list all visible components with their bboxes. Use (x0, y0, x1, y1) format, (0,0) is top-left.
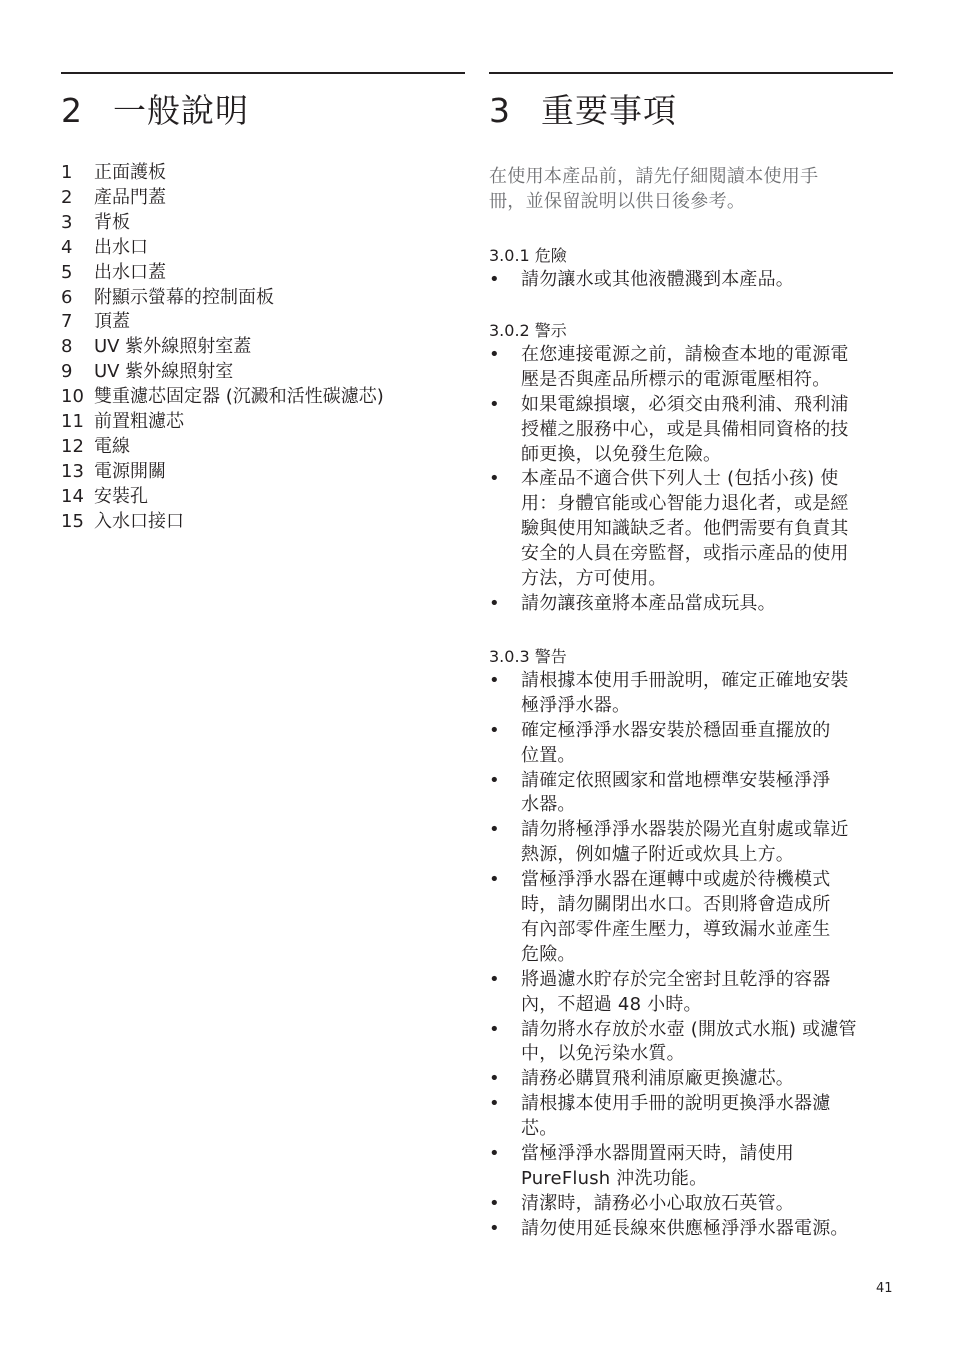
part-number: 8 (61, 336, 73, 358)
bullet-item (489, 669, 893, 719)
bullet-item (489, 1192, 893, 1217)
part-label: 正面護板 (94, 162, 166, 183)
bullet-icon: • (489, 1018, 500, 1040)
bullet-item (489, 769, 893, 819)
section-rule (489, 72, 893, 74)
intro-line: 在使用本產品前，請先仔細閱讀本使用手 (489, 166, 819, 187)
bullet-icon: • (489, 592, 500, 614)
bullet-text: 請勿使用延長線來供應極淨淨水器電源。 (521, 1217, 849, 1239)
bullet-item (489, 868, 893, 968)
part-item (61, 186, 465, 211)
bullet-text: 方法，方可使用。 (521, 568, 667, 590)
bullet-text: 壓是否與產品所標示的電源電壓相符。 (521, 368, 831, 390)
bullet-text: 用：身體官能或心智能力退化者，或是經 (521, 493, 849, 515)
bullet-text: 當極淨淨水器閒置兩天時，請使用 (521, 1143, 794, 1165)
bullet-text: 授權之服務中心，或是具備相同資格的技 (521, 418, 849, 440)
subsection-warning (489, 644, 893, 1242)
bullet-text: 將過濾水貯存於完全密封且乾淨的容器 (521, 968, 831, 990)
bullet-text: 師更換，以免發生危險。 (521, 443, 722, 465)
part-item (61, 485, 465, 510)
part-item (61, 236, 465, 261)
bullet-icon: • (489, 393, 500, 415)
bullet-text: 時，請勿關閉出水口。否則將會造成所 (521, 894, 831, 916)
parts-list (61, 161, 465, 535)
part-item (61, 410, 465, 435)
bullet-item (489, 1142, 893, 1192)
part-number: 15 (61, 510, 84, 532)
bullet-item (489, 268, 893, 293)
page-number: 41 (876, 1281, 893, 1296)
part-label: UV 紫外線照射室 (94, 361, 234, 383)
bullet-text: 請務必購買飛利浦原廠更換濾芯。 (521, 1068, 794, 1090)
section-title: 重要事項 (541, 91, 677, 130)
bullet-item (489, 592, 893, 617)
part-label: UV 紫外線照射室蓋 (94, 336, 252, 358)
section-general (61, 72, 465, 535)
section-number: 2 (61, 91, 82, 130)
part-item (61, 360, 465, 385)
bullet-text: 請根據本使用手冊說明，確定正確地安裝 (521, 669, 849, 691)
part-item (61, 460, 465, 485)
part-label: 出水口蓋 (94, 261, 166, 283)
part-number: 9 (61, 361, 73, 383)
part-number: 12 (61, 435, 84, 457)
intro-paragraph (489, 164, 893, 214)
bullet-icon: • (489, 1093, 500, 1115)
bullet-item (489, 1018, 893, 1068)
bullet-text: 在您連接電源之前，請檢查本地的電源電 (521, 343, 849, 365)
subsection-title: 3.0.1 危險 (489, 246, 567, 265)
bullet-icon: • (489, 269, 500, 290)
bullet-text: 當極淨淨水器在運轉中或處於待機模式 (521, 869, 831, 891)
section-heading (489, 90, 893, 132)
bullet-text: 請根據本使用手冊的說明更換淨水器濾 (521, 1093, 831, 1115)
subsection-caution (489, 318, 893, 617)
bullet-icon: • (489, 1192, 500, 1214)
bullet-text: 水器。 (521, 794, 576, 816)
bullet-text: 有內部零件產生壓力，導致漏水並產生 (521, 918, 831, 940)
bullet-item (489, 393, 893, 468)
bullet-text: 清潔時，請務必小心取放石英管。 (521, 1192, 794, 1214)
bullet-item (489, 719, 893, 769)
bullet-icon: • (489, 669, 500, 691)
part-number: 11 (61, 411, 84, 433)
bullet-icon: • (489, 1217, 500, 1239)
bullet-icon: • (489, 968, 500, 990)
bullet-text: 請勿將極淨淨水器裝於陽光直射處或靠近 (521, 819, 849, 841)
bullet-text: 如果電線損壞，必須交由飛利浦、飛利浦 (521, 393, 849, 415)
part-label: 安裝孔 (94, 485, 148, 507)
bullet-text: PureFlush 沖洗功能。 (521, 1168, 708, 1189)
part-item (61, 161, 465, 186)
section-heading (61, 90, 465, 132)
bullet-icon: • (489, 468, 500, 490)
bullet-item (489, 467, 893, 592)
part-label: 背板 (94, 211, 130, 233)
section-title: 一般說明 (113, 91, 249, 130)
bullet-text: 安全的人員在旁監督，或指示產品的使用 (521, 543, 849, 565)
bullet-text: 本產品不適合供下列人士 (包括小孩) 使 (521, 468, 839, 490)
part-number: 6 (61, 286, 73, 308)
bullet-text: 芯。 (521, 1118, 558, 1140)
subsection-danger (489, 243, 893, 293)
bullet-icon: • (489, 343, 500, 365)
part-label: 出水口 (94, 236, 148, 258)
bullet-text: 請勿將水存放於水壺 (開放式水瓶) 或濾管 (521, 1018, 857, 1040)
danger-list (489, 268, 893, 293)
subsection-title: 3.0.3 警告 (489, 646, 567, 666)
bullet-text: 請勿讓孩童將本產品當成玩具。 (521, 592, 776, 614)
part-label: 附顯示螢幕的控制面板 (94, 286, 274, 308)
part-item (61, 335, 465, 360)
section-important (489, 72, 893, 1242)
bullet-text: 請勿讓水或其他液體濺到本產品。 (521, 269, 794, 290)
bullet-item (489, 1092, 893, 1142)
part-label: 頂蓋 (94, 311, 130, 333)
part-item (61, 510, 465, 535)
section-number: 3 (489, 91, 510, 130)
bullet-item (489, 343, 893, 393)
bullet-icon: • (489, 1068, 500, 1090)
part-number: 1 (61, 162, 73, 183)
part-number: 4 (61, 236, 73, 258)
bullet-text: 驗與使用知識缺乏者。他們需要有負責其 (521, 518, 849, 540)
bullet-item (489, 1217, 893, 1242)
warning-list (489, 669, 893, 1242)
bullet-text: 內，不超過 48 小時。 (521, 993, 702, 1015)
bullet-text: 熱源，例如爐子附近或炊具上方。 (521, 844, 794, 866)
bullet-text: 中，以免污染水質。 (521, 1043, 685, 1065)
part-item (61, 435, 465, 460)
bullet-icon: • (489, 719, 500, 741)
part-number: 7 (61, 311, 73, 333)
part-item (61, 261, 465, 286)
part-number: 13 (61, 460, 84, 482)
part-label: 電源開關 (94, 460, 166, 482)
bullet-item (489, 1067, 893, 1092)
bullet-text: 極淨淨水器。 (521, 694, 631, 716)
intro-line: 冊，並保留說明以供日後參考。 (489, 191, 746, 212)
part-label: 雙重濾芯固定器 (沉澱和活性碳濾芯) (94, 386, 384, 408)
part-label: 電線 (94, 435, 130, 457)
part-number: 2 (61, 186, 73, 208)
part-number: 14 (61, 485, 84, 507)
bullet-text: 請確定依照國家和當地標準安裝極淨淨 (521, 769, 831, 791)
part-item (61, 211, 465, 236)
part-label: 產品門蓋 (94, 186, 166, 208)
part-item (61, 385, 465, 410)
caution-list (489, 343, 893, 617)
bullet-item (489, 818, 893, 868)
part-number: 10 (61, 386, 84, 408)
part-item (61, 286, 465, 311)
part-number: 3 (61, 211, 73, 233)
part-item (61, 310, 465, 335)
bullet-icon: • (489, 869, 500, 891)
bullet-icon: • (489, 1143, 500, 1165)
subsection-title: 3.0.2 警示 (489, 320, 567, 340)
part-label: 前置粗濾芯 (94, 411, 184, 433)
bullet-text: 位置。 (521, 744, 576, 766)
bullet-item (489, 968, 893, 1018)
section-rule (61, 72, 465, 74)
bullet-icon: • (489, 769, 500, 791)
bullet-text: 確定極淨淨水器安裝於穩固垂直擺放的 (521, 719, 831, 741)
part-number: 5 (61, 261, 73, 283)
bullet-icon: • (489, 819, 500, 841)
bullet-text: 危險。 (521, 943, 576, 965)
part-label: 入水口接口 (94, 510, 184, 532)
